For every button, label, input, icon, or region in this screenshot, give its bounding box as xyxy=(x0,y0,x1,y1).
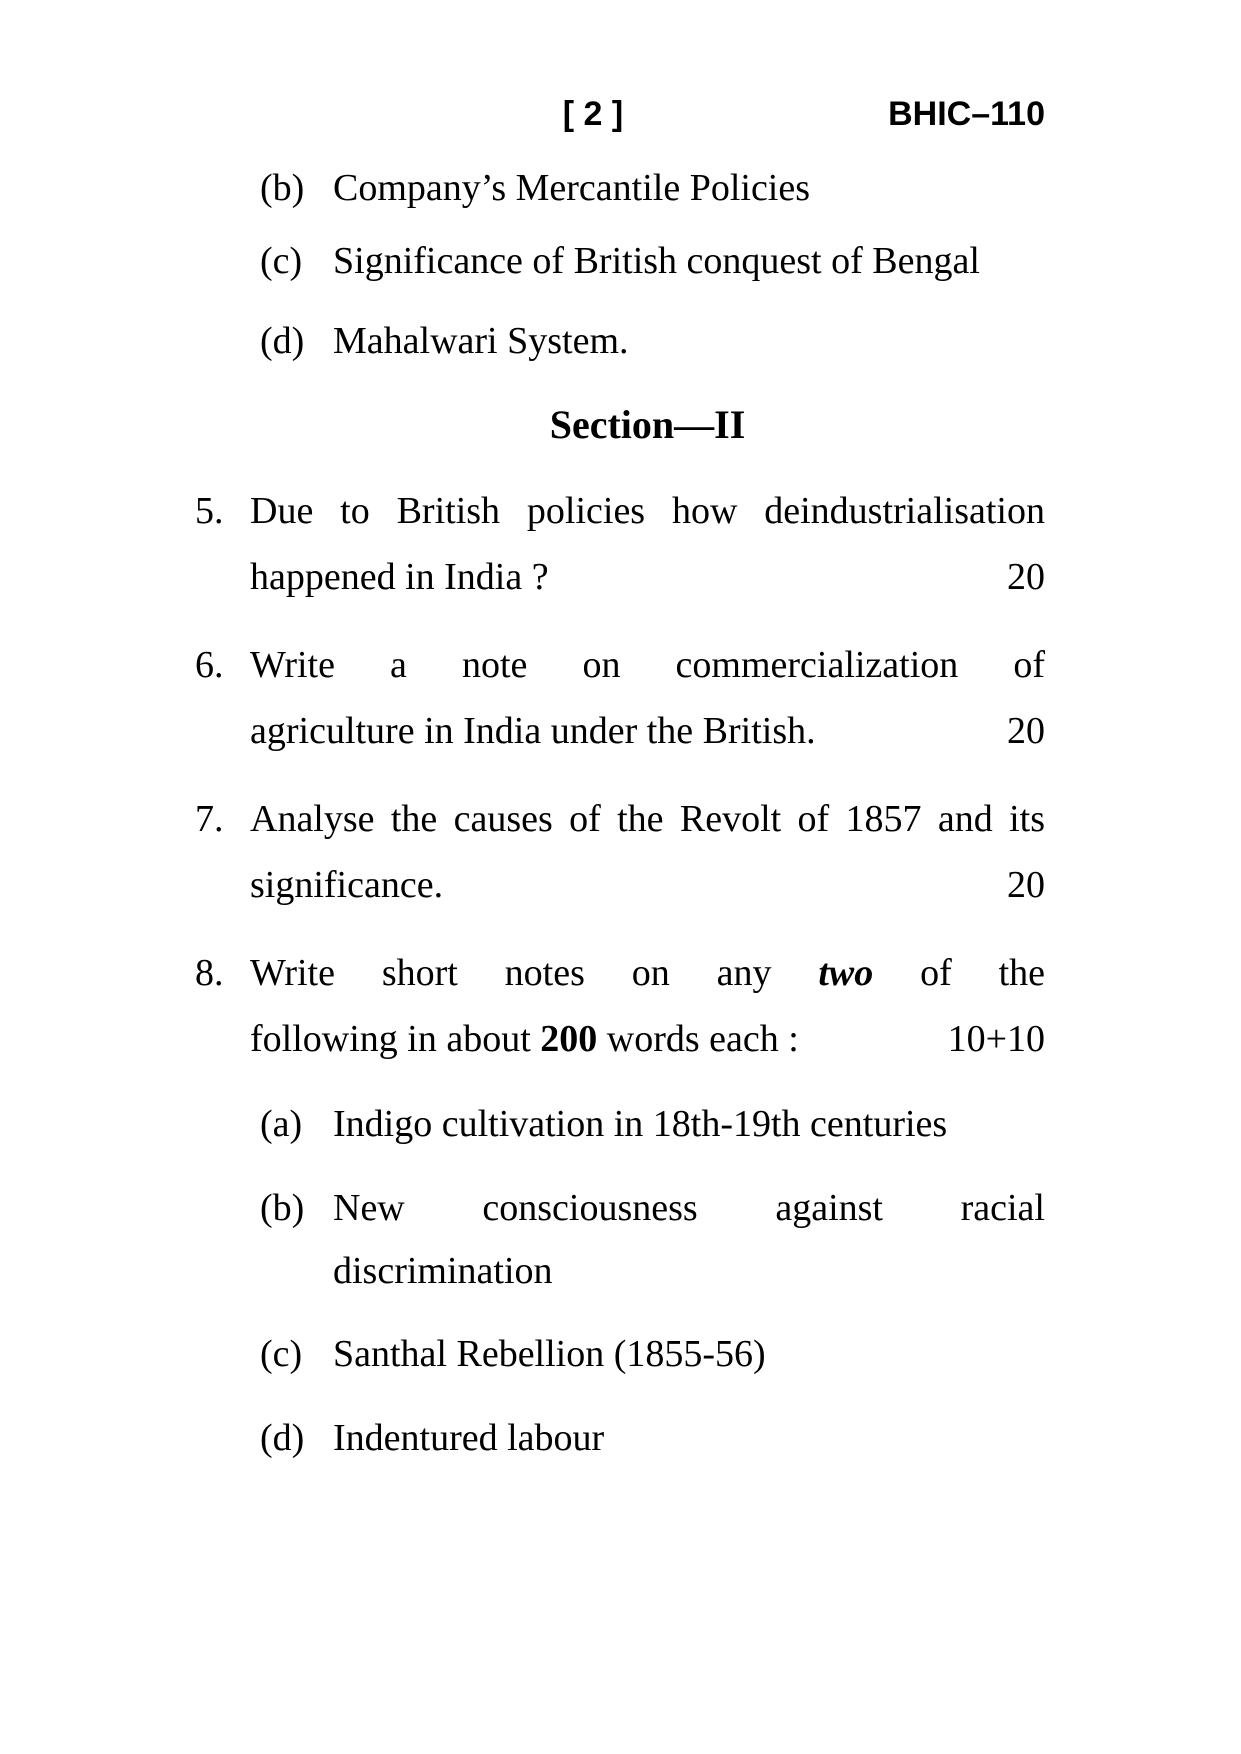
question-6-text: agriculture in India under the British. xyxy=(250,710,816,752)
sub-option-c-text: Santhal Rebellion (1855-56) xyxy=(333,1333,766,1375)
question-8-marks: 10+10 xyxy=(947,1018,1045,1060)
question-8-line1-post: of the xyxy=(920,952,1046,994)
question-6-number: 6. xyxy=(195,644,224,686)
option-d-label: (d) xyxy=(260,320,305,362)
question-6-line-1: Write a note on commercialization of xyxy=(250,644,1045,686)
question-7-line-2 xyxy=(250,860,1045,910)
question-8-number: 8. xyxy=(195,952,224,994)
sub-option-b-label: (b) xyxy=(260,1187,305,1229)
question-5-text: happened in India ? xyxy=(250,556,549,598)
option-d-text: Mahalwari System. xyxy=(333,320,629,362)
question-5-line-1: Due to British policies how deindustrialisation xyxy=(250,490,1045,532)
sub-option-a-text: Indigo cultivation in 18th-19th centuries xyxy=(333,1103,948,1145)
question-7-marks: 20 xyxy=(1007,864,1045,906)
question-7-number: 7. xyxy=(195,798,224,840)
sub-option-b-line-1: New consciousness against racial xyxy=(333,1187,1045,1229)
sub-option-d-label: (d) xyxy=(260,1417,305,1459)
sub-option-a-label: (a) xyxy=(260,1103,303,1145)
question-6-line-2 xyxy=(250,706,1045,756)
question-8-line-2 xyxy=(250,1014,1045,1064)
option-c-text: Significance of British conquest of Bengal xyxy=(333,240,980,282)
option-b-label: (b) xyxy=(260,167,305,209)
question-8-line-1 xyxy=(250,948,1045,998)
sub-option-d-text: Indentured labour xyxy=(333,1417,605,1459)
question-8-line2-text xyxy=(250,1014,799,1064)
sub-option-c-label: (c) xyxy=(260,1333,303,1375)
option-c-label: (c) xyxy=(260,240,303,282)
question-7-line-1: Analyse the causes of the Revolt of 1857 and its xyxy=(250,798,1045,840)
question-8-line2-post: words each : xyxy=(606,1018,799,1060)
question-5-marks: 20 xyxy=(1007,556,1045,598)
question-7-text: significance. xyxy=(250,864,444,906)
question-8-line2-pre: following in about xyxy=(250,1018,531,1060)
question-6-marks: 20 xyxy=(1007,710,1045,752)
question-5-number: 5. xyxy=(195,490,224,532)
page-number: [ 2 ] xyxy=(562,95,624,133)
option-b-text: Company’s Mercantile Policies xyxy=(333,167,811,209)
question-5-line-2 xyxy=(250,552,1045,602)
course-code: BHIC–110 xyxy=(888,95,1045,133)
question-8-emphasis-two: two xyxy=(818,952,874,994)
sub-option-b-line-2: discrimination xyxy=(333,1250,553,1292)
question-8-word-count: 200 xyxy=(540,1018,598,1060)
question-8-line1-pre: Write short notes on any xyxy=(250,952,772,994)
section-heading: Section—II xyxy=(549,402,746,447)
